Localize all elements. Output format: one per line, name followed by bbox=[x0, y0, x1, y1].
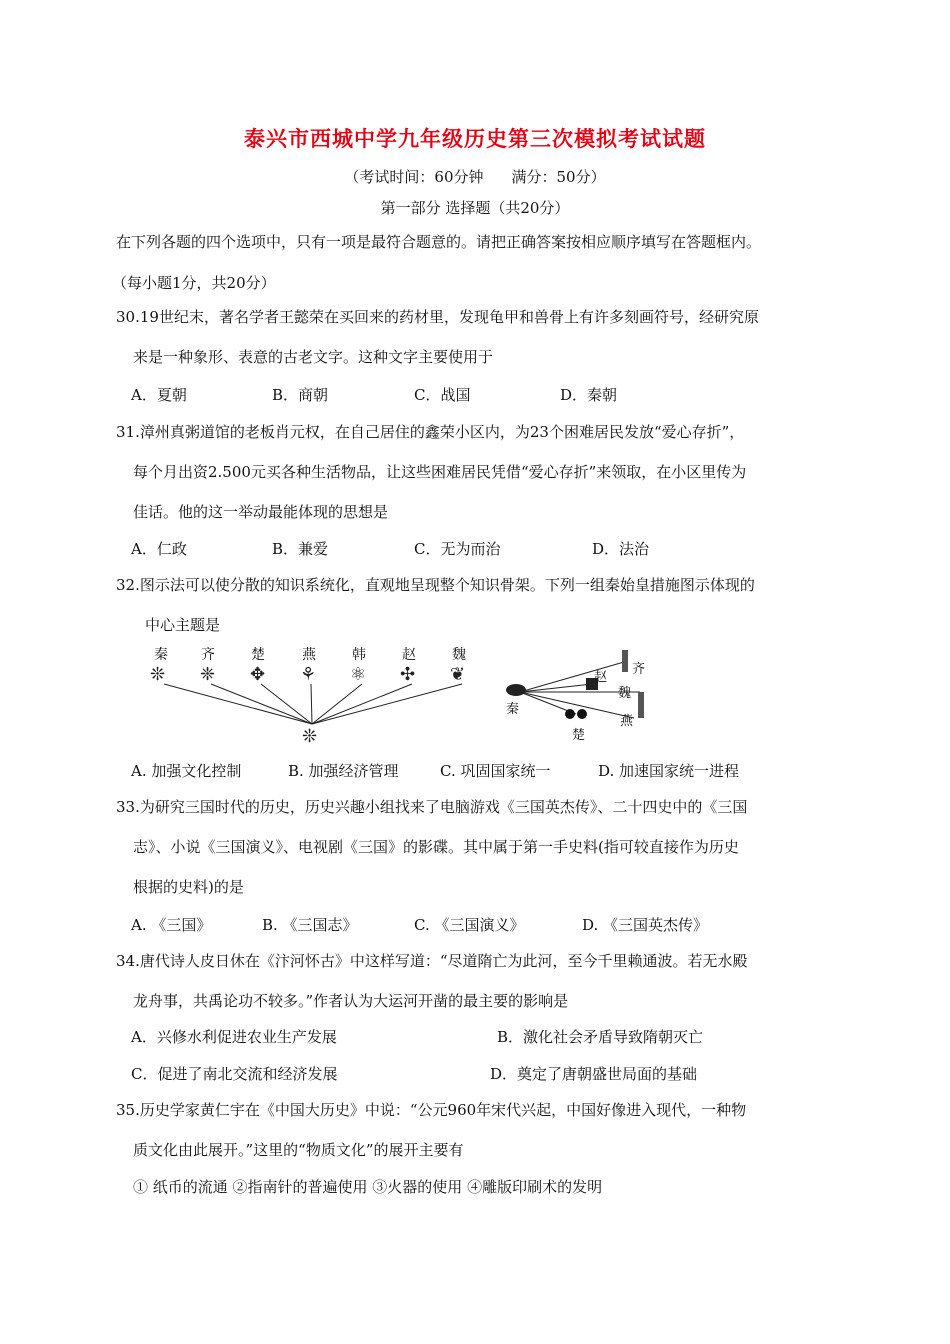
option-d: D. 《三国英杰传》 bbox=[582, 916, 709, 934]
state-label: 秦 bbox=[154, 647, 168, 663]
glyph-qin: ❊ bbox=[150, 664, 166, 685]
glyph-qi: ❈ bbox=[200, 664, 216, 685]
question-35-text: 质文化由此展开。”这里的“物质文化”的展开主要有 bbox=[133, 1141, 464, 1159]
state-label: 齐 bbox=[201, 647, 215, 663]
state-label: 魏 bbox=[452, 647, 466, 663]
state-label: 赵 bbox=[594, 670, 608, 685]
glyph-unified: ❊ bbox=[302, 726, 318, 744]
question-31-text: 31.漳州真粥道馆的老板肖元权，在自己居住的鑫荣小区内，为23个困难居民发放“爱心存折”， bbox=[116, 423, 745, 441]
state-label: 赵 bbox=[402, 647, 416, 663]
option-a: A. 《三国》 bbox=[131, 916, 212, 934]
knife-coin-icon bbox=[638, 692, 644, 718]
connector-line bbox=[520, 662, 624, 692]
state-label: 楚 bbox=[572, 728, 586, 743]
connector-line bbox=[520, 692, 634, 718]
question-33-text: 33.为研究三国时代的历史，历史兴趣小组找来了电脑游戏《三国英杰传》、二十四史中的《三国 bbox=[116, 798, 748, 816]
glyph-han: ⚛ bbox=[350, 664, 367, 685]
option-d: D．法治 bbox=[592, 540, 650, 558]
question-31-text: 每个月出资2.500元买各种生活物品，让这些困难居民凭借“爱心存折”来领取，在小区里传为 bbox=[133, 463, 747, 481]
option-b: B. 《三国志》 bbox=[262, 916, 358, 934]
instructions-line: （每小题1分，共20分） bbox=[112, 274, 276, 292]
state-label: 燕 bbox=[620, 714, 634, 729]
glyph-zhao: ✣ bbox=[400, 664, 416, 685]
exam-title: 泰兴市西城中学九年级历史第三次模拟考试试题 bbox=[244, 126, 706, 151]
state-label: 楚 bbox=[251, 647, 265, 663]
question-30-text: 来是一种象形、表意的古老文字。这种文字主要使用于 bbox=[133, 348, 494, 366]
option-c: C．战国 bbox=[414, 386, 471, 404]
state-label: 燕 bbox=[302, 647, 316, 663]
question-35-items: ① 纸币的流通 ②指南针的普遍使用 ③火器的使用 ④雕版印刷术的发明 bbox=[133, 1178, 603, 1196]
option-d: D．秦朝 bbox=[560, 386, 618, 404]
script-unification-diagram bbox=[140, 644, 500, 744]
ancient-script-glyphs bbox=[140, 662, 500, 744]
knife-coin-icon bbox=[622, 650, 628, 672]
question-32-text: 32.图示法可以使分散的知识系统化，直观地呈现整个知识骨架。下列一组秦始皇措施图示体现的 bbox=[116, 576, 755, 594]
question-33-text: 根据的史料)的是 bbox=[133, 878, 244, 896]
exam-info bbox=[0, 166, 950, 187]
state-label: 韩 bbox=[352, 647, 366, 663]
option-c: C. 《三国演义》 bbox=[414, 916, 525, 934]
question-31-text: 佳话。他的这一举动最能体现的思想是 bbox=[133, 503, 389, 521]
section-header: 第一部分 选择题（共20分） bbox=[380, 199, 570, 217]
option-a: A．仁政 bbox=[131, 540, 187, 558]
option-a: A．兴修水利促进农业生产发展 bbox=[131, 1028, 337, 1046]
exam-time: （考试时间：60分钟 bbox=[344, 168, 484, 186]
ant-nose-coin-icon bbox=[577, 709, 587, 719]
option-b: B．激化社会矛盾导致隋朝灭亡 bbox=[497, 1028, 704, 1046]
state-label: 魏 bbox=[618, 686, 632, 701]
question-32-text: 中心主题是 bbox=[145, 616, 221, 634]
instructions-line: 在下列各题的四个选项中，只有一项是最符合题意的。请把正确答案按相应顺序填写在答题框内。 bbox=[116, 233, 762, 251]
question-35-text: 35.历史学家黄仁宇在《中国大历史》中说：“公元960年宋代兴起，中国好像进入现代，一种物 bbox=[116, 1101, 747, 1119]
currency-unification-diagram bbox=[500, 648, 670, 752]
glyph-chu: ✥ bbox=[250, 664, 266, 685]
coin-icon bbox=[506, 684, 526, 696]
option-b: B. 加强经济管理 bbox=[288, 762, 399, 780]
exam-score: 满分：50分） bbox=[511, 168, 606, 186]
connector-line bbox=[520, 684, 592, 692]
option-c: C．无为而治 bbox=[414, 540, 501, 558]
glyph-yan: ⚘ bbox=[300, 664, 317, 685]
state-label: 齐 bbox=[632, 662, 646, 677]
state-label: 秦 bbox=[506, 702, 520, 717]
question-30-text: 30.19世纪末，著名学者王懿荣在买回来的药材里，发现龟甲和兽骨上有许多刻画符号，经研究原 bbox=[116, 308, 759, 326]
question-33-text: 志》、小说《三国演义》、电视剧《三国》的影碟。其中属于第一手史料(指可较直接作为历史 bbox=[133, 838, 739, 856]
option-c: C. 巩固国家统一 bbox=[440, 762, 551, 780]
option-c: C．促进了南北交流和经济发展 bbox=[131, 1065, 338, 1083]
option-b: B．商朝 bbox=[272, 386, 329, 404]
glyph-wei: ❦ bbox=[450, 664, 466, 685]
option-b: B．兼爱 bbox=[272, 540, 329, 558]
question-34-text: 34.唐代诗人皮日休在《汴河怀古》中这样写道：“尽道隋亡为此河，至今千里赖通波。若无水殿 bbox=[116, 952, 748, 970]
option-a: A. 加强文化控制 bbox=[131, 762, 242, 780]
option-d: D．奠定了唐朝盛世局面的基础 bbox=[490, 1065, 698, 1083]
option-a: A．夏朝 bbox=[131, 386, 187, 404]
option-d: D. 加速国家统一进程 bbox=[598, 762, 740, 780]
question-34-text: 龙舟事，共禹论功不较多。”作者认为大运河开凿的最主要的影响是 bbox=[133, 992, 569, 1010]
ant-nose-coin-icon bbox=[565, 709, 575, 719]
